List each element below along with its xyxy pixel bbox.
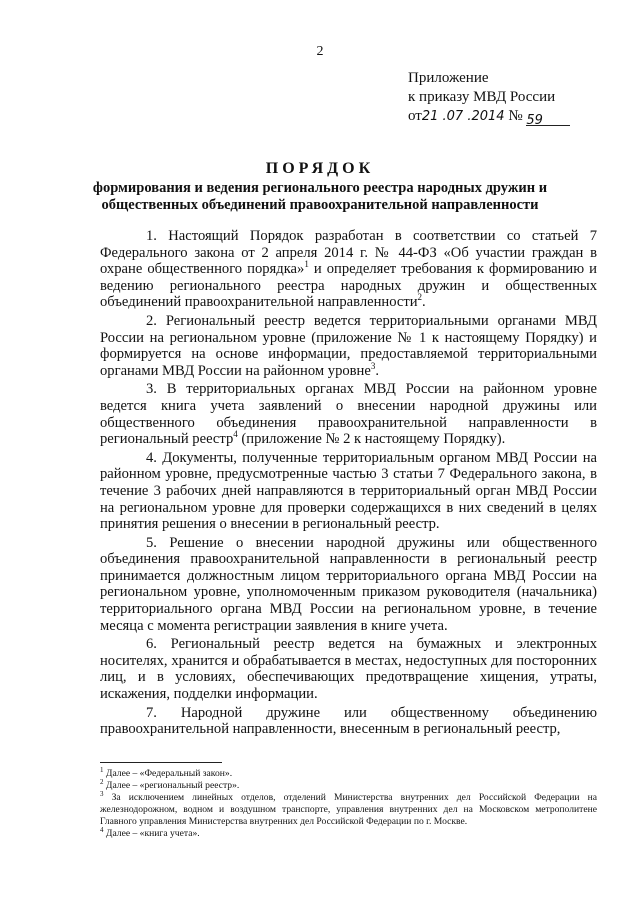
footnote-divider — [100, 762, 222, 763]
page-number: 2 — [316, 44, 324, 59]
footnote-3: $^3$ За исключением линейных отделов, отделений Министерства внутренних дел Российской Федерации на железнодорожном, водном и воздушном транспорте, управления внутренних дел на Московском метрополитене Главного управления Министерства внутренних дел Российской Федерации по г. Москве. — [100, 789, 597, 827]
appendix-line-1: Приложение — [408, 70, 489, 86]
paragraph-2: 2. Региональный реестр ведется территориальными органами МВД России на региональном уровне (приложение № 1 к настоящему Порядку) и формируется на основе информации, предоставляемой территориальными органами МВД России на районном уровне$^3$. — [100, 312, 597, 379]
document-subtitle: формирования и ведения регионального реестра народных дружин и общественных объединений правоохранительной направленности — [92, 180, 548, 213]
footnote-ref-4: 4 — [233, 429, 238, 440]
appendix-line-3 — [408, 107, 570, 126]
paragraph-7: 7. Народной дружине или общественному объединению правоохранительной направленности, внесенным в региональный реестр, — [100, 704, 597, 738]
document-body — [100, 228, 597, 740]
footnote-ref-2: 2 — [417, 292, 423, 303]
document-title: ПОРЯДОК — [265, 160, 375, 177]
footnote-ref-1: 1 — [304, 259, 309, 270]
order-number-line — [526, 111, 570, 126]
appendix-line-2: к приказу МВД России — [408, 89, 556, 105]
order-number-handwritten: 59 — [526, 113, 543, 128]
footnote-2: $^2$ Далее – «региональный реестр». — [100, 777, 240, 791]
footnote-ref-3: 3 — [370, 360, 376, 371]
appendix-from-label: от — [408, 108, 422, 124]
paragraph-1: 1. Настоящий Порядок разработан в соответствии со статьей 7 Федерального закона от 2 апреля 2014 г. № 44-ФЗ «Об участии граждан в охране общественного порядка»$^1$ и определяет требования к формированию и ведению регионального реестра народных дружин и общественных объединений правоохранительной направленности$^2$. — [100, 228, 597, 311]
appendix-block — [408, 69, 570, 126]
paragraph-5: 5. Решение о внесении народной дружины или общественного объединения правоохранительной направленности в региональный реестр принимается должностным лицом территориального органа МВД России на региональном уровне, уполномоченным приказом руководителя (начальника) территориального органа МВД России на региональном уровне, в течение месяца с момента регистрации заявления в книге учета. — [100, 534, 597, 634]
paragraph-4: 4. Документы, полученные территориальным органом МВД России на районном уровне, предусмотренные частью 3 статьи 7 Федерального закона, в течение 3 рабочих дней направляются в территориальный орган МВД России на региональном уровне для проверки содержащихся в них сведений в целях принятия решения о внесении в региональный реестр. — [100, 449, 597, 533]
order-number-label: № — [508, 108, 523, 124]
paragraph-6: 6. Региональный реестр ведется на бумажных и электронных носителях, хранится и обрабатывается в местах, недоступных для посторонних лиц, и в условиях, обеспечивающих предотвращение хищения, утраты, искажения, подделки информации. — [100, 636, 597, 703]
footnotes — [100, 765, 597, 840]
footnote-1: $^1$ Далее – «Федеральный закон». — [100, 765, 233, 779]
footnote-4: $^4$ Далее – «книга учета». — [100, 825, 200, 839]
order-date-handwritten: 21 .07 .2014 — [421, 109, 505, 124]
paragraph-3: 3. В территориальных органах МВД России на районном уровне ведется книга учета заявлений о внесении народной дружины или общественного объединения правоохранительной направленности в региональный реестр$^4$ (приложение № 2 к настоящему Порядку). — [100, 381, 597, 448]
